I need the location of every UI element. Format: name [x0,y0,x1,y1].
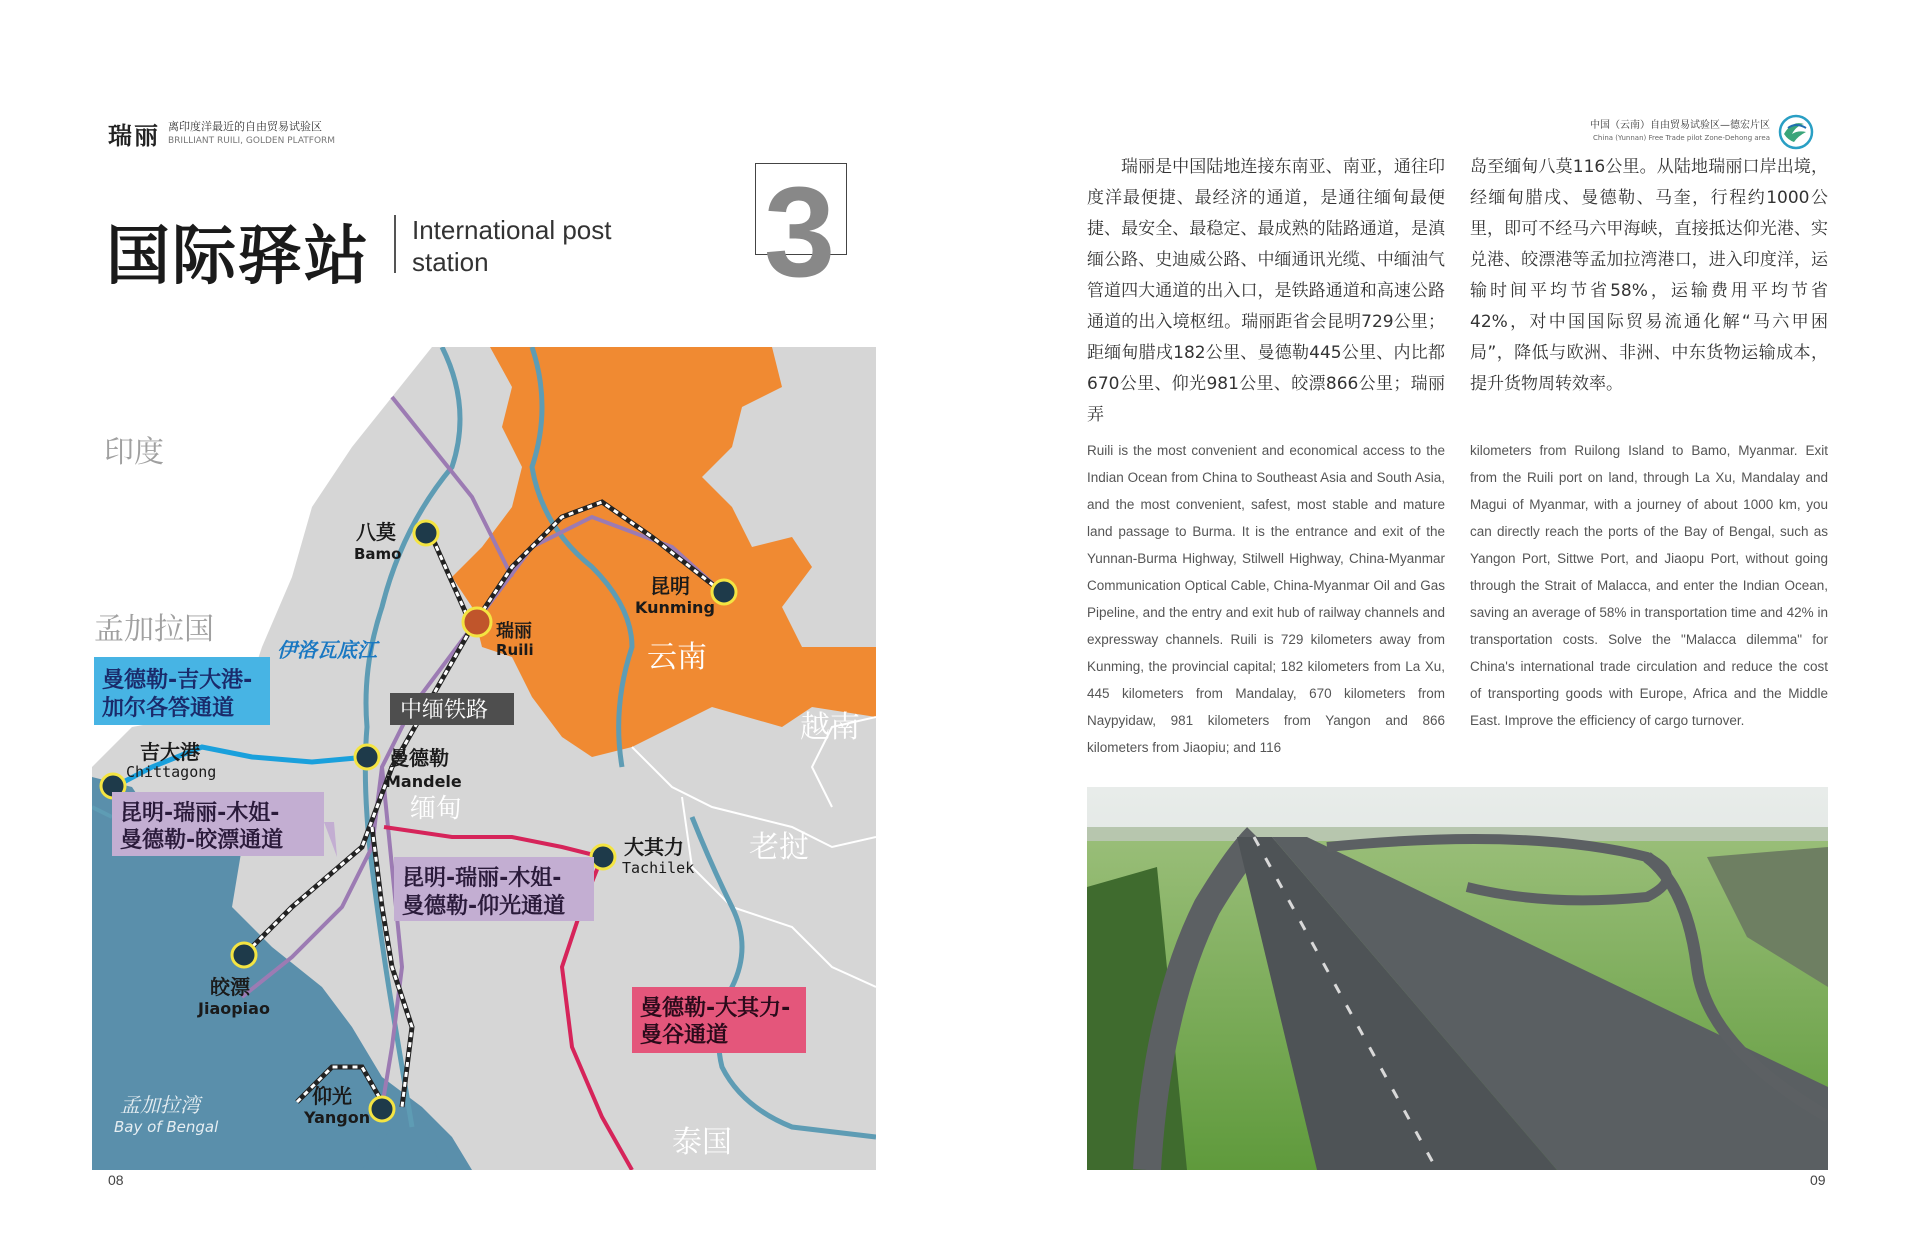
label-vietnam: 越南 [800,710,860,745]
svg-text:昆明-瑞丽-木姐-: 昆明-瑞丽-木姐- [402,866,562,891]
route-label-bangkok [632,987,806,1053]
label-bangladesh: 孟加拉国 [94,612,214,647]
city-label-bamo-en: Bamo [354,545,402,563]
route-label-jiaopiao [112,792,337,857]
body-text-en-col2: kilometers from Ruilong Island to Bamo, Myanmar. Exit from the Ruili port on land, through La Xu, Mandalay and Magui of Myanmar, with a journey of about 1000 km, you can directly reach the ports of the Bay of Bengal, such as Yangon Port, Sittwe Port, and Jiaopu Port, without going through the Strait of Malacca, and enter the Indian Ocean, saving an average of 58% in transportation time and 42% in transportation costs. Solve the "Malacca dilemma" for China's international trade circulation and reduce the cost of transporting goods with Europe, Africa and the Middle East. Improve the efficiency of cargo turnover. [1470,443,1828,728]
section-title-en [412,214,611,278]
highway-photo [1087,787,1828,1170]
title-divider [394,215,396,273]
zone-title-cn: 中国（云南）自由贸易试验区—德宏片区 [1590,120,1770,131]
city-label-yangon-en: Yangon [304,1108,371,1127]
svg-text:加尔各答通道: 加尔各答通道 [102,696,235,721]
city-marker-mandalay [355,745,379,769]
city-label-tachilek-en: Tachilek [622,859,695,877]
city-label-mandalay-cn: 曼德勒 [389,746,449,770]
city-marker-kunming [712,580,736,604]
city-label-ruili-en: Ruili [496,641,534,659]
city-label-kunming-en: Kunming [635,598,715,617]
swirl-logo-icon [1778,114,1814,150]
svg-text:曼德勒-大其力-: 曼德勒-大其力- [640,996,791,1021]
brand-tagline [168,120,335,148]
section-number: 3 [764,161,836,304]
city-label-bamo-cn: 八莫 [356,520,396,544]
label-myanmar: 缅甸 [410,794,463,824]
brand-tagline-cn: 离印度洋最近的自由贸易试验区 [168,119,322,133]
railway-label: 中缅铁路 [400,698,489,723]
svg-text:曼谷通道: 曼谷通道 [640,1023,729,1048]
city-marker-tachilek [591,845,615,869]
label-river: 伊洛瓦底江 [277,638,377,662]
city-label-tachilek-cn: 大其力 [624,835,684,859]
page-number-left: 08 [108,1172,124,1188]
svg-text:曼德勒-皎漂通道: 曼德勒-皎漂通道 [120,828,284,853]
section-title-en-line2: station [412,247,489,277]
body-text-en-col1: Ruili is the most convenient and economical access to the Indian Ocean from China to Southeast Asia and South Asia, and the most convenient, safest, most stable and mature land passage to Burma. It is the entrance and exit of the Yunnan-Burma Highway, Stilwell Highway, China-Myanmar Communication Optical Cable, China-Myanmar Oil and Gas Pipeline, and the entry and exit hub of railway channels and expressway channels. Ruili is 729 kilometers away from Kunming, the provincial capital; 182 kilometers from La Xu, 445 kilometers from Mandalay, 670 kilometers from Naypyidaw, 981 kilometers from Yangon and 866 kilometers from Jiaopiu; and 116 [1087,443,1445,755]
city-label-chittagong-cn: 吉大港 [140,740,200,764]
label-yunnan: 云南 [647,640,707,675]
page-number-right: 09 [1810,1172,1826,1188]
label-bay-cn: 孟加拉湾 [120,1093,200,1117]
brand-header-right [1590,114,1814,150]
label-thailand: 泰国 [672,1125,732,1160]
city-label-mandalay-en: Mandele [385,772,462,791]
route-label-chittagong [94,657,270,725]
label-laos: 老挝 [749,830,809,865]
label-bay-en: Bay of Bengal [114,1118,219,1136]
city-label-chittagong-en: Chittagong [126,763,217,781]
svg-text:曼德勒-吉大港-: 曼德勒-吉大港- [102,668,253,693]
body-text-cn-col1: 瑞丽是中国陆地连接东南亚、南亚，通往印度洋最便捷、最经济的通道，是通往缅甸最便捷、最安全、最稳定、最成熟的陆路通道，是滇缅公路、史迪威公路、中缅通讯光缆、中缅油气管道四大通道的出入口，是铁路通道和高速公路通道的出入境枢纽。瑞丽距省会昆明729公里；距缅甸腊戌182公里、曼德勒445公里、内比都670公里、仰光981公里、皎漂866公里；瑞丽弄 [1087,157,1445,425]
section-title-en-line1: International post [412,215,612,245]
brand-header-left [108,116,335,151]
label-india: 印度 [104,435,164,470]
route-label-yangon [394,857,594,921]
city-marker-yangon [370,1097,394,1121]
section-title-cn: 国际驿站 [106,220,370,294]
body-text-cn-col2: 岛至缅甸八莫116公里。从陆地瑞丽口岸出境，经缅甸腊戌、曼德勒、马奎，行程约1000公里，即可不经马六甲海峡，直接抵达仰光港、实兑港、皎漂港等孟加拉湾港口，进入印度洋，运输时间平均节省58%，运输费用平均节省42%，对中国国际贸易流通化解“马六甲困局”，降低与欧洲、非洲、中东货物运输成本，提升货物周转效率。 [1470,157,1828,394]
route-map [92,347,876,1170]
city-label-ruili-cn: 瑞丽 [496,621,532,642]
city-label-yangon-cn: 仰光 [312,1084,352,1108]
svg-text:曼德勒-仰光通道: 曼德勒-仰光通道 [402,894,566,919]
city-marker-bamo [414,521,438,545]
city-label-kunming-cn: 昆明 [650,574,690,598]
city-marker-jiaopiao [232,943,256,967]
city-label-jiaopiao-en: Jiaopiao [198,999,270,1018]
city-label-jiaopiao-cn: 皎漂 [210,975,250,999]
brand-logo-text: 瑞丽 [108,121,160,150]
city-marker-ruili [463,608,491,636]
svg-text:昆明-瑞丽-木姐-: 昆明-瑞丽-木姐- [120,801,280,826]
zone-title-en: China (Yunnan) Free Trade pilot Zone-Dehong area [1593,134,1770,142]
brand-tagline-en: BRILLIANT RUILI, GOLDEN PLATFORM [168,135,336,146]
